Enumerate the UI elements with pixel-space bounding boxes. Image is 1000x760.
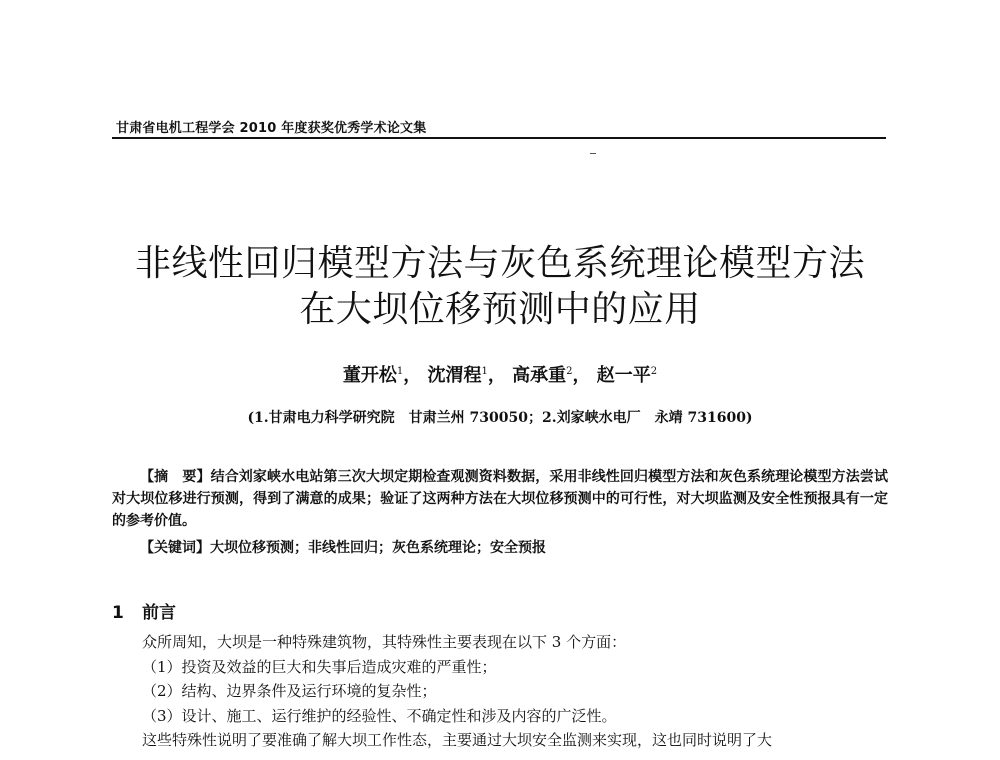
- body-paragraph: 这些特殊性说明了要准确了解大坝工作性态，主要通过大坝安全监测来实现，这也同时说明了大: [142, 731, 773, 749]
- section-heading: [112, 598, 176, 623]
- author-affiliation-mark: 2: [566, 366, 573, 377]
- abstract-label: 【摘 要】: [140, 469, 211, 485]
- section-body: [142, 630, 892, 753]
- abstract-text: 结合刘家峡水电站第三次大坝定期检查观测资料数据，采用非线性回归模型方法和灰色系统理论模型方法尝试对大坝位移进行预测，得到了满意的成果；验证了这两种方法在大坝位移预测中的可行性，对大坝监测及安全性预报具有一定的参考价值。: [112, 469, 888, 529]
- author-name: 高承重: [512, 365, 567, 386]
- body-paragraph: 众所周知，大坝是一种特殊建筑物，其特殊性主要表现在以下 3 个方面：: [142, 633, 627, 651]
- running-header: 甘肃省电机工程学会 2010 年度获奖优秀学术论文集: [116, 121, 427, 136]
- paper-title-line-1: 非线性回归模型方法与灰色系统理论模型方法: [134, 243, 865, 284]
- keywords-text: 大坝位移预测；非线性回归；灰色系统理论；安全预报: [210, 540, 546, 556]
- author-list: [0, 361, 1000, 387]
- author-separator: ，: [403, 365, 422, 386]
- paper-title-line-2: 在大坝位移预测中的应用: [299, 289, 701, 330]
- author-affiliation-mark: 1: [481, 366, 488, 377]
- abstract-paragraph: [112, 466, 888, 532]
- author-name: 沈渭程: [427, 365, 482, 386]
- body-paragraph: （2）结构、边界条件及运行环境的复杂性；: [142, 682, 437, 700]
- author-affiliation-mark: 1: [396, 366, 404, 377]
- author-separator: ，: [487, 365, 506, 386]
- author-name: 赵一平: [596, 365, 651, 386]
- body-paragraph: （3）设计、施工、运行维护的经验性、不确定性和涉及内容的广泛性。: [142, 706, 617, 725]
- keywords-paragraph: [112, 537, 888, 559]
- body-paragraph: （1）投资及效益的巨大和失事后造成灾难的严重性；: [142, 657, 497, 676]
- section-title: 前言: [142, 603, 176, 623]
- abstract-block: [112, 466, 888, 559]
- header-rule: [112, 137, 886, 139]
- keywords-label: 【关键词】: [140, 540, 210, 556]
- section-number: 1: [112, 603, 124, 623]
- scan-speck: [590, 153, 596, 154]
- author-separator: ，: [572, 365, 591, 386]
- author-name: 董开松: [342, 365, 397, 386]
- affiliations: (1.甘肃电力科学研究院 甘肃兰州 730050；2.刘家峡水电厂 永靖 731600): [247, 410, 753, 426]
- author-affiliation-mark: 2: [650, 366, 658, 377]
